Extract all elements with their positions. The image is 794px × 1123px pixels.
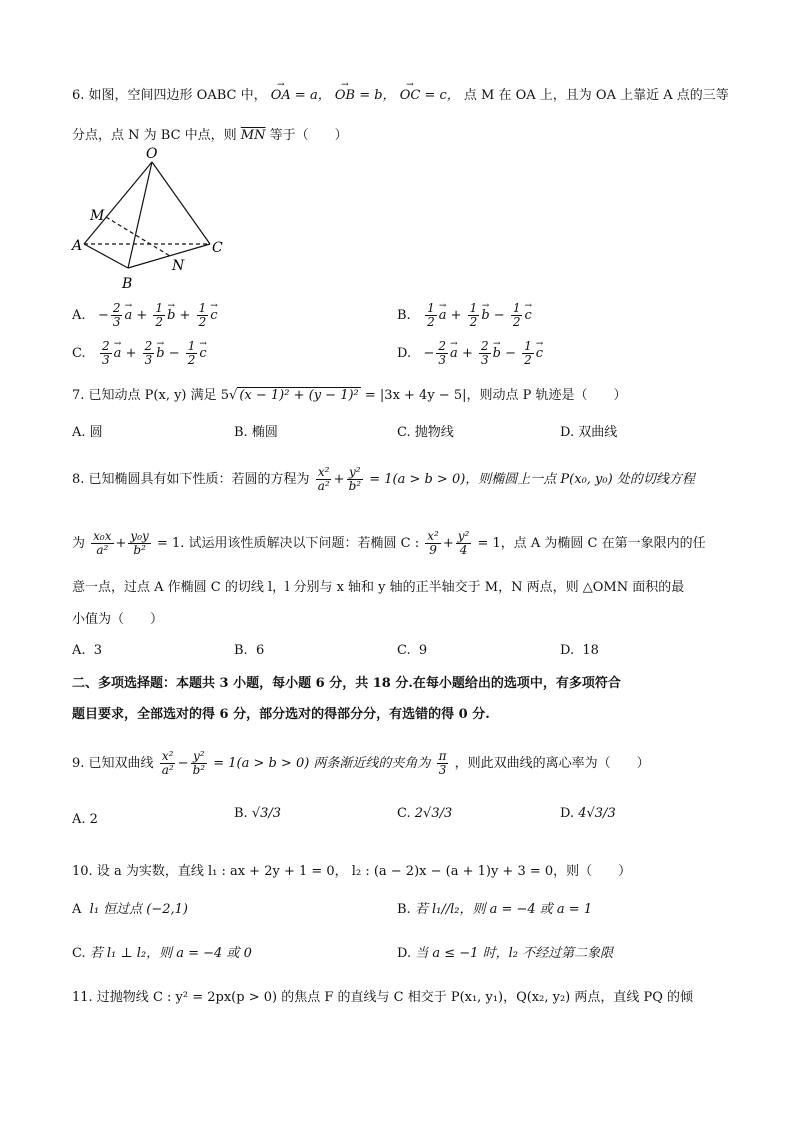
label-m: M (90, 208, 105, 224)
q9-option-c: C. 2√3/3 (397, 806, 453, 821)
vector-ob: → OB (335, 88, 355, 104)
q9-stem: 9. 已知双曲线 $\frac{\text{x²}}{\text{a²}}$ − $\frac{\text{y²}}{\text{b²}}$ = 1(a > b > 0) 两条渐近线的夹角为 $\frac{\pi}{3}$ ，则此双曲线的离心率为（ ） (72, 749, 650, 778)
q8-option-c: C. 9 (397, 643, 428, 658)
segment-mn: $\overline{MN}$ (240, 128, 266, 143)
q11-stem: 11. 过抛物线 C : y² = 2px(p > 0) 的焦点 F 的直线与 C 相交于 P(x₁, y₁)，Q(x₂, y₂) 两点，直线 PQ 的倾 (72, 990, 694, 1005)
vector-oa: → OA (271, 88, 291, 104)
q7-option-b: B. 椭圆 (234, 425, 278, 440)
label-a: A (72, 238, 83, 254)
q6-option-d: D. − $\frac{2}{3}$ → a + $\frac{2}{3}$ → b − $\frac{1}{2}$ → c (397, 340, 543, 367)
q10-option-d: D. 当 a ≤ −1 时，l₂ 不经过第二象限 (397, 946, 614, 961)
q8-option-d: D. 18 (560, 643, 599, 658)
section2-header-line2: 题目要求，全部选对的得 6 分，部分选对的得部分分，有选错的得 0 分. (72, 707, 490, 722)
q8-line1: 8. 已知椭圆具有如下性质：若圆的方程为 $\frac{\text{x²}}{\text{a²}}$ + $\frac{\text{y²}}{\text{b²}}$ = 1(a > b > 0)，则椭圆上一点 P(x₀, y₀) 处的切线方程 (72, 465, 695, 494)
q10-option-b: B. 若 l₁//l₂，则 a = −4 或 a = 1 (397, 902, 593, 917)
q7-option-a: A. 圆 (72, 425, 103, 440)
q6-option-a: A. − $\frac{2}{3}$ → a + $\frac{1}{2}$ → b + $\frac{1}{2}$ → c (72, 302, 217, 329)
q6-option-c: C. $\frac{2}{3}$ → a + $\frac{2}{3}$ → b − $\frac{1}{2}$ → c (72, 340, 207, 367)
label-b: B (122, 276, 133, 292)
q9-option-d: D. 4√3/3 (560, 806, 616, 821)
q8-option-a: A. 3 (72, 643, 103, 658)
vector-oc: → OC (400, 88, 421, 104)
tetrahedron-figure (66, 142, 236, 292)
q6-stem-line2: 分点，点 N 为 BC 中点，则 $\overline{MN}$ 等于（ ） (72, 128, 348, 143)
label-o: O (146, 146, 158, 162)
label-c: C (212, 240, 223, 256)
section2-header-line1: 二、多项选择题：本题共 3 小题，每小题 6 分，共 18 分.在每小题给出的选项中，有多项符合 (72, 676, 621, 691)
q10-option-c: C. 若 l₁ ⊥ l₂，则 a = −4 或 0 (72, 946, 252, 961)
q8-line3: 意一点，过点 A 作椭圆 C 的切线 l，l 分别与 x 轴和 y 轴的正半轴交于 M，N 两点，则 △OMN 面积的最 (72, 580, 685, 595)
q6-option-b: B. $\frac{1}{2}$ → a + $\frac{1}{2}$ → b − $\frac{1}{2}$ → c (397, 302, 532, 329)
q8-option-b: B. 6 (234, 643, 265, 658)
q9-option-a: A. 2 (72, 812, 98, 827)
q10-stem: 10. 设 a 为实数，直线 l₁ : ax + 2y + 1 = 0， l₂ : (a − 2)x − (a + 1)y + 3 = 0，则（ ） (72, 864, 632, 879)
q10-option-a: A l₁ 恒过点 (−2,1) (72, 902, 189, 917)
q6-stem-line1: 6. 如图，空间四边形 OABC 中， → OA = a， → OB = b， → OC = c， 点 M 在 OA 上，且为 OA 上靠近 A 点的三等 (72, 88, 729, 104)
q8-line4: 小值为（ ） (72, 612, 164, 627)
q7-stem: 7. 已知动点 P(x, y) 满足 5√ (x − 1)² + (y − 1)² = |3x + 4y − 5|，则动点 P 轨迹是（ ） (72, 388, 627, 403)
q9-option-b: B. √3/3 (234, 806, 282, 821)
q7-option-d: D. 双曲线 (560, 425, 618, 440)
q8-line2: 为 $\frac{\text{x₀x}}{\text{a²}}$ + $\frac{\text{y₀y}}{\text{b²}}$ = 1. 试运用该性质解决以下问题：若椭圆 C : $\frac{\text{x²}}{9}$ + $\frac{\text{y²}}{4}$ = 1，点 A 为椭圆 C 在第一象限内的任 (72, 529, 706, 558)
q7-option-c: C. 抛物线 (397, 425, 454, 440)
label-n: N (172, 258, 185, 274)
